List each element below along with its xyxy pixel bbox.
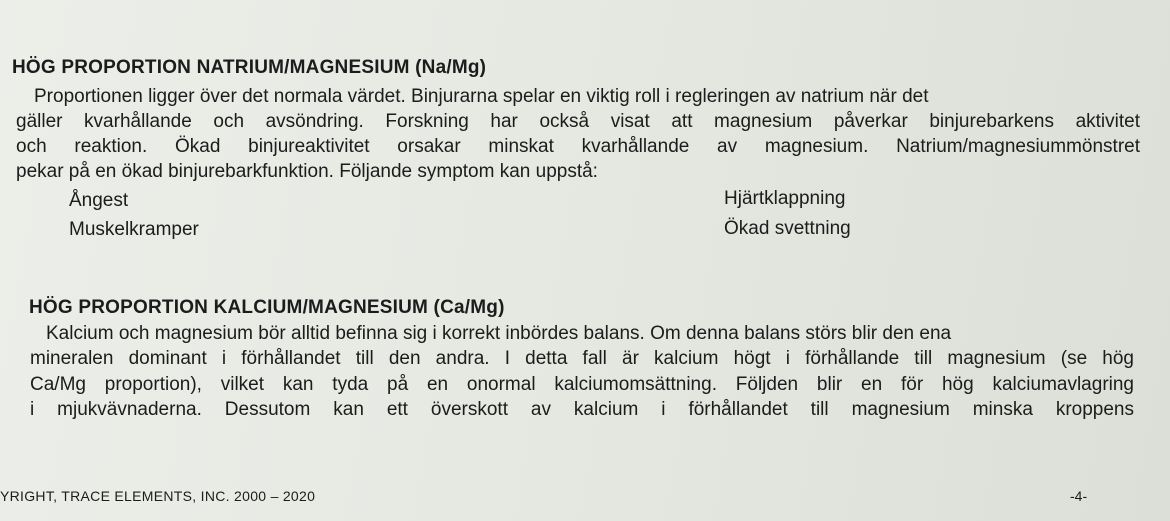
page-number: -4-: [1070, 488, 1088, 504]
paragraph-line: Kalcium och magnesium bör alltid befinna sig i korrekt inbördes balans. Om denna balans störs blir den ena: [46, 323, 952, 344]
paragraph-line: mineralen dominant i förhållandet till den andra. I detta fall är kalcium högt i förhållande till magnesium (se hög: [30, 348, 1134, 369]
paragraph-line: gäller kvarhållande och avsöndring. Forskning har också visat att magnesium påverkar binjurebarkens aktivitet: [16, 111, 1140, 132]
copyright-footer: YRIGHT, TRACE ELEMENTS, INC. 2000 – 2020: [0, 488, 316, 504]
paragraph-line: i mjukvävnaderna. Dessutom kan ett överskott av kalcium i förhållandet till magnesium minska kroppens: [30, 399, 1134, 420]
section-heading-ca-mg: HÖG PROPORTION KALCIUM/MAGNESIUM (Ca/Mg): [29, 297, 505, 318]
paragraph-line: och reaktion. Ökad binjureaktivitet orsakar minskat kvarhållande av magnesium. Natrium/magnesiummönstret: [16, 136, 1140, 157]
symptom-item: Ångest: [69, 190, 129, 211]
symptom-item: Ökad svettning: [724, 218, 851, 239]
section-heading-na-mg: HÖG PROPORTION NATRIUM/MAGNESIUM (Na/Mg): [12, 57, 487, 78]
paragraph-line: Ca/Mg proportion), vilket kan tyda på en onormal kalciumomsättning. Följden blir en för hög kalciumavlagring: [30, 374, 1134, 395]
symptom-item: Muskelkramper: [69, 219, 199, 240]
paragraph-line: Proportionen ligger över det normala värdet. Binjurarna spelar en viktig roll i regleringen av natrium när det: [34, 86, 929, 107]
paragraph-line: pekar på en ökad binjurebarkfunktion. Följande symptom kan uppstå:: [16, 161, 598, 182]
symptom-item: Hjärtklappning: [724, 188, 846, 209]
